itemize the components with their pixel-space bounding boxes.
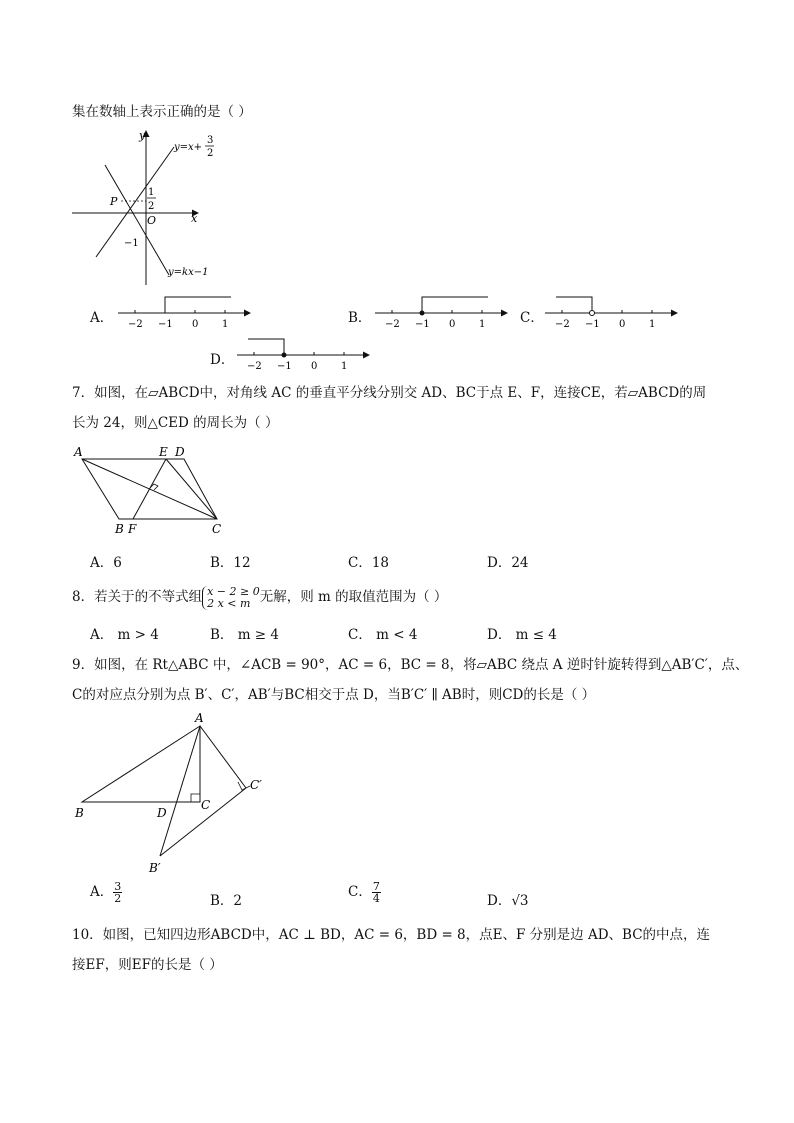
q7-option-a: A．6: [90, 555, 122, 571]
q9-option-b: B．2: [210, 893, 243, 909]
q7-option-b: B．12: [210, 555, 251, 571]
svg-text:−1: −1: [158, 319, 173, 330]
svg-text:D: D: [175, 445, 185, 459]
q7-option-c: C．18: [348, 555, 390, 571]
graph-point-p: P: [110, 195, 118, 208]
svg-text:−2: −2: [385, 319, 400, 330]
q6-option-a-label: A．: [90, 310, 114, 326]
svg-text:B: B: [115, 522, 124, 536]
q9-option-c: C． $\frac{7}{4}$: [348, 880, 380, 905]
q10-line2: 接EF，则EF的长是（ ）: [72, 957, 223, 973]
svg-text:F: F: [128, 522, 137, 536]
q8-option-b: B． m ≥ 4: [210, 627, 279, 643]
q6-option-d-numberline: [234, 336, 374, 376]
q9-line1: 9．如图，在 Rt△ABC 中，∠ACB = 90°，AC = 6，BC = 8，将▱ABC 绕点 A 逆时针旋转得到△AB′C′，点、: [72, 657, 749, 673]
svg-text:A: A: [195, 711, 204, 725]
svg-text:−2: −2: [555, 319, 570, 330]
q8-inequality-system: x − 2 ≥ 0 2 x < m: [202, 586, 260, 610]
q8-prefix: 8．若关于的不等式组: [72, 589, 203, 605]
q6-option-c-numberline: [542, 294, 682, 334]
q7-parallelogram-figure: [70, 442, 240, 537]
svg-text:E: E: [159, 445, 168, 459]
svg-text:0: 0: [449, 319, 456, 330]
minus-one-label: −1: [124, 238, 139, 249]
q8-question: [72, 584, 447, 610]
q6-option-c-label: C．: [520, 310, 544, 326]
q8-suffix: 无解，则 m 的取值范围为（ ）: [259, 589, 448, 605]
q8-option-d: D． m ≤ 4: [487, 627, 557, 643]
graph-origin-label: O: [147, 214, 157, 227]
q9-option-d: D．√3: [487, 893, 529, 909]
svg-text:1: 1: [649, 319, 656, 330]
svg-text:B: B: [75, 806, 84, 820]
q6-option-d-label: D．: [210, 352, 235, 368]
q7-line2: 长为 24，则△CED 的周长为（ ）: [72, 415, 279, 431]
svg-text:1: 1: [222, 319, 229, 330]
svg-text:−1: −1: [415, 319, 430, 330]
q9-triangle-figure: [70, 708, 280, 880]
svg-text:C′: C′: [250, 778, 262, 792]
q6-option-b-label: B．: [348, 310, 372, 326]
svg-text:1: 1: [479, 319, 486, 330]
q6-option-b-numberline: [372, 294, 512, 334]
svg-text:0: 0: [619, 319, 626, 330]
graph-y-label: y: [139, 129, 146, 142]
q8-option-c: C． m < 4: [348, 627, 418, 643]
q7-option-d: D．24: [487, 555, 529, 571]
svg-text:0: 0: [192, 319, 199, 330]
svg-text:D: D: [157, 806, 167, 820]
half-den: 2: [148, 201, 155, 212]
q9-line2: C的对应点分别为点 B′、C′，AB′与BC相交于点 D，当B′C′ ∥ AB时，则CD的长是（ ）: [72, 687, 596, 703]
svg-text:−1: −1: [585, 319, 600, 330]
line1-frac-num: 3: [207, 135, 214, 146]
svg-text:−1: −1: [277, 361, 292, 372]
line1-frac-den: 2: [207, 148, 214, 159]
svg-text:A: A: [74, 445, 83, 459]
q10-line1: 10．如图，已知四边形ABCD中，AC ⊥ BD，AC = 6，BD = 8，点E、F 分别是边 AD、BC的中点，连: [72, 927, 711, 943]
svg-text:1: 1: [341, 361, 348, 372]
q6-question-tail: 集在数轴上表示正确的是（ ）: [72, 104, 252, 120]
q6-graph: [68, 125, 228, 295]
q9-option-a: A． $\frac{3}{2}$: [90, 880, 122, 905]
svg-text:C: C: [201, 798, 211, 812]
q7-line1: 7．如图，在▱ABCD中，对角线 AC 的垂直平分线分别交 AD、BC于点 E、F，连接CE，若▱ABCD的周: [72, 385, 707, 401]
svg-text:−2: −2: [128, 319, 143, 330]
svg-text:−2: −2: [247, 361, 262, 372]
svg-text:0: 0: [311, 361, 318, 372]
q6-option-a-numberline: [115, 294, 255, 334]
line1-label: y=x+: [174, 142, 203, 153]
svg-text:C: C: [212, 522, 222, 536]
q8-option-a: A． m > 4: [90, 627, 159, 643]
line2-label: y=kx−1: [168, 267, 209, 278]
half-num: 1: [148, 187, 155, 198]
graph-x-label: x: [191, 212, 198, 225]
svg-text:B′: B′: [149, 861, 161, 875]
